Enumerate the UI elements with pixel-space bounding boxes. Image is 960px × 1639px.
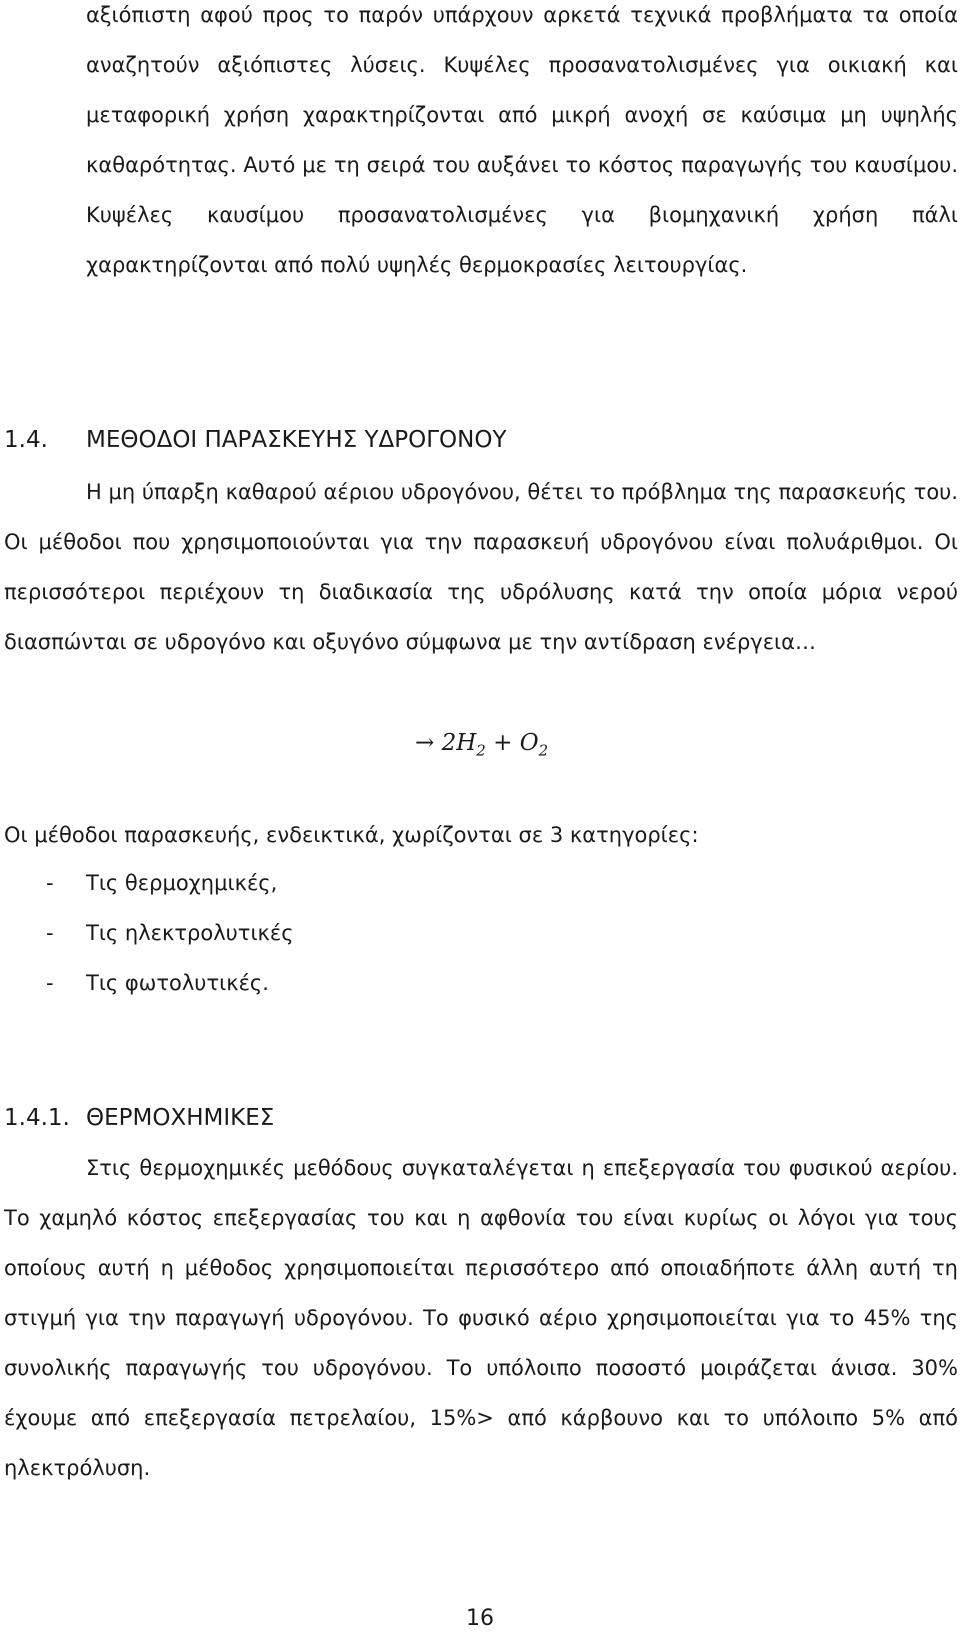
list-item-text: Τις φωτολυτικές. xyxy=(86,971,269,995)
section-number: 1.4. xyxy=(4,427,48,453)
paragraph-fuel-cells: αξιόπιστη αφού προς το παρόν υπάρχουν αρκετά τεχνικά προβλήματα τα οποία αναζητούν αξιόπιστες λύσεις. Κυψέλες προσανατολισμένες για οικιακή και μεταφορική χρήση χαρακτηρίζονται από μικρή ανοχή σε καύσιμα μη υψηλής καθαρότητας. Αυτό με τη σειρά του αυξάνει το κόστος παραγωγής του καυσίμου. Κυψέλες καυσίμου προσανατολισμένες για βιομηχανική χρήση πάλι χαρακτηρίζονται από πολύ υψηλές θερμοκρασίες λειτουργίας. xyxy=(86,3,958,277)
list-dash: - xyxy=(46,971,54,995)
list-dash: - xyxy=(46,871,54,895)
section-number: 1.4.1. xyxy=(4,1105,70,1131)
equation-oxygen-subscript: 2 xyxy=(538,741,549,760)
equation-hydrogen: H xyxy=(456,730,477,756)
equation-oxygen: O xyxy=(519,730,539,756)
paragraph-thermochemical: Στις θερμοχημικές μεθόδους συγκαταλέγεται η επεξεργασία του φυσικού αερίου. Το χαμηλό κόστος επεξεργασίας του και η αφθονία του είναι κυρίως οι λόγοι για τους οποίους αυτή η μέθοδος χρησιμοποιείται περισσότερο από οποιαδήποτε άλλη αυτή τη στιγμή για την παραγωγή υδρογόνου. Το φυσικό αέριο χρησιμοποιείται για το 45% της συνολικής παραγωγής του υδρογόνου. Το υπόλοιπο ποσοστό μοιράζεται άνισα. 30% έχουμε από επεξεργασία πετρελαίου, 15%> από κάρβουνο και το υπόλοιπο 5% από ηλεκτρόλυση. xyxy=(4,1156,958,1480)
list-item-text: Τις ηλεκτρολυτικές xyxy=(86,921,294,945)
page-number: 16 xyxy=(466,1606,494,1631)
equation-arrow: → xyxy=(415,730,435,756)
list-item-text: Τις θερμοχημικές, xyxy=(86,871,278,895)
list-dash: - xyxy=(46,921,54,945)
paragraph-hydrogen-methods: Η μη ύπαρξη καθαρού αέριου υδρογόνου, θέτει το πρόβλημα της παρασκευής του. Οι μέθοδοι που χρησιμοποιούνται για την παρασκευή υδρογόνου είναι πολυάριθμοι. Οι περισσότεροι περιέχουν τη διαδικασία της υδρόλυσης κατά την οποία μόρια νερού διασπώνται σε υδρογόνο και οξυγόνο σύμφωνα με την αντίδραση ενέργεια… xyxy=(4,480,958,654)
equation-plus: + xyxy=(493,730,513,756)
section-heading-1-4-1 xyxy=(4,1103,274,1133)
equation-coefficient: 2 xyxy=(441,730,457,756)
section-title: ΜΕΘΟΔΟΙ ΠΑΡΑΣΚΕΥΗΣ ΥΔΡΟΓΟΝΟΥ xyxy=(86,427,507,453)
section-title: ΘΕΡΜΟΧΗΜΙΚΕΣ xyxy=(86,1105,275,1131)
methods-intro: Οι μέθοδοι παρασκευής, ενδεικτικά, χωρίζονται σε 3 κατηγορίες: xyxy=(4,823,699,847)
reaction-equation xyxy=(415,730,548,760)
equation-hydrogen-subscript: 2 xyxy=(476,741,486,760)
section-heading-1-4 xyxy=(4,425,507,455)
